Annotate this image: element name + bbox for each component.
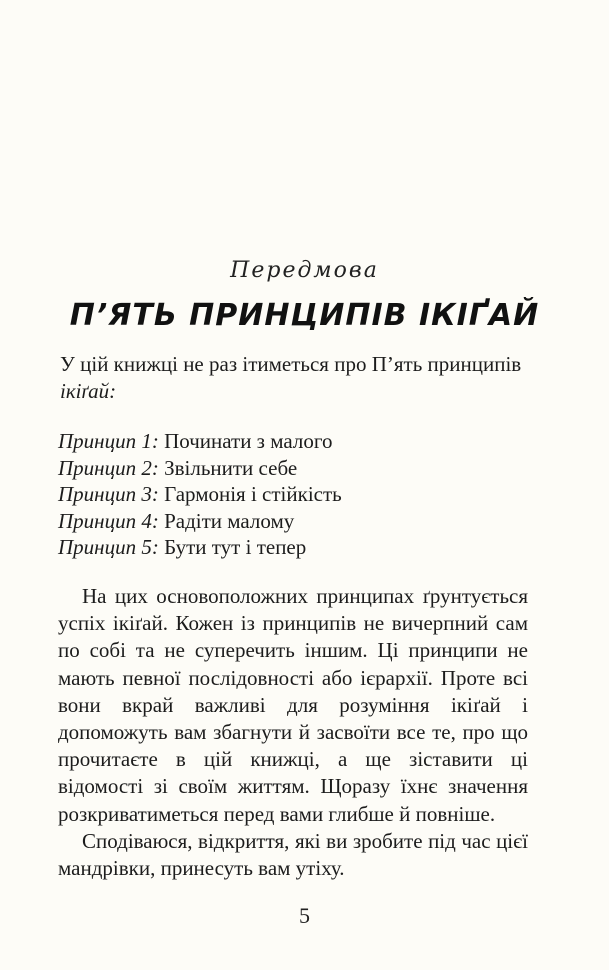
principle-item xyxy=(58,534,538,561)
principle-text: Гармонія і стійкість xyxy=(164,482,342,506)
principle-item xyxy=(58,481,538,508)
principle-item xyxy=(58,508,538,535)
intro-line-2: ікіґай: xyxy=(60,379,117,403)
principle-label: Принцип 5: xyxy=(58,535,159,559)
principle-label: Принцип 2: xyxy=(58,455,159,480)
body-paragraph-1: На цих основоположних принципах ґрунтується успіх ікіґай. Кожен із принципів не вичерпний сам по собі та не суперечить іншим. Ці принципи не мають певної послідовності або ієрархії. Проте всі вони вкрай важливі для розуміння ікіґай і допоможуть вам збагнути й засвоїти все те, про що прочитаєте в цій книжці, а ще зіставити ці відомості зі своїм життям. Щоразу їхнє значення розкриватиметься перед вами глибше й повніше. xyxy=(58,584,528,826)
page-number: 5 xyxy=(299,903,310,928)
principle-item xyxy=(58,428,538,455)
principle-label: Принцип 4: xyxy=(58,508,159,533)
body-paragraph-2: Сподіваюся, відкриття, які ви зробите під час цієї мандрівки, принесуть вам утіху. xyxy=(58,828,528,881)
intro-paragraph xyxy=(60,351,530,405)
principle-label: Принцип 3: xyxy=(58,482,159,506)
chapter-label: Передмова xyxy=(230,258,379,283)
principle-text: Звільнити себе xyxy=(164,455,298,480)
principle-item xyxy=(58,455,538,482)
intro-line-1: У цій книжці не раз ітиметься про П’ять принципів xyxy=(60,352,522,376)
principles-list xyxy=(58,428,538,561)
principle-text: Починати з малого xyxy=(164,429,333,453)
principle-label: Принцип 1: xyxy=(58,429,159,453)
chapter-title: П’ЯТЬ ПРИНЦИПІВ ІКІҐАЙ xyxy=(69,298,540,333)
principle-text: Бути тут і тепер xyxy=(164,535,307,559)
principle-text: Радіти малому xyxy=(164,508,295,533)
body-text xyxy=(58,583,528,882)
